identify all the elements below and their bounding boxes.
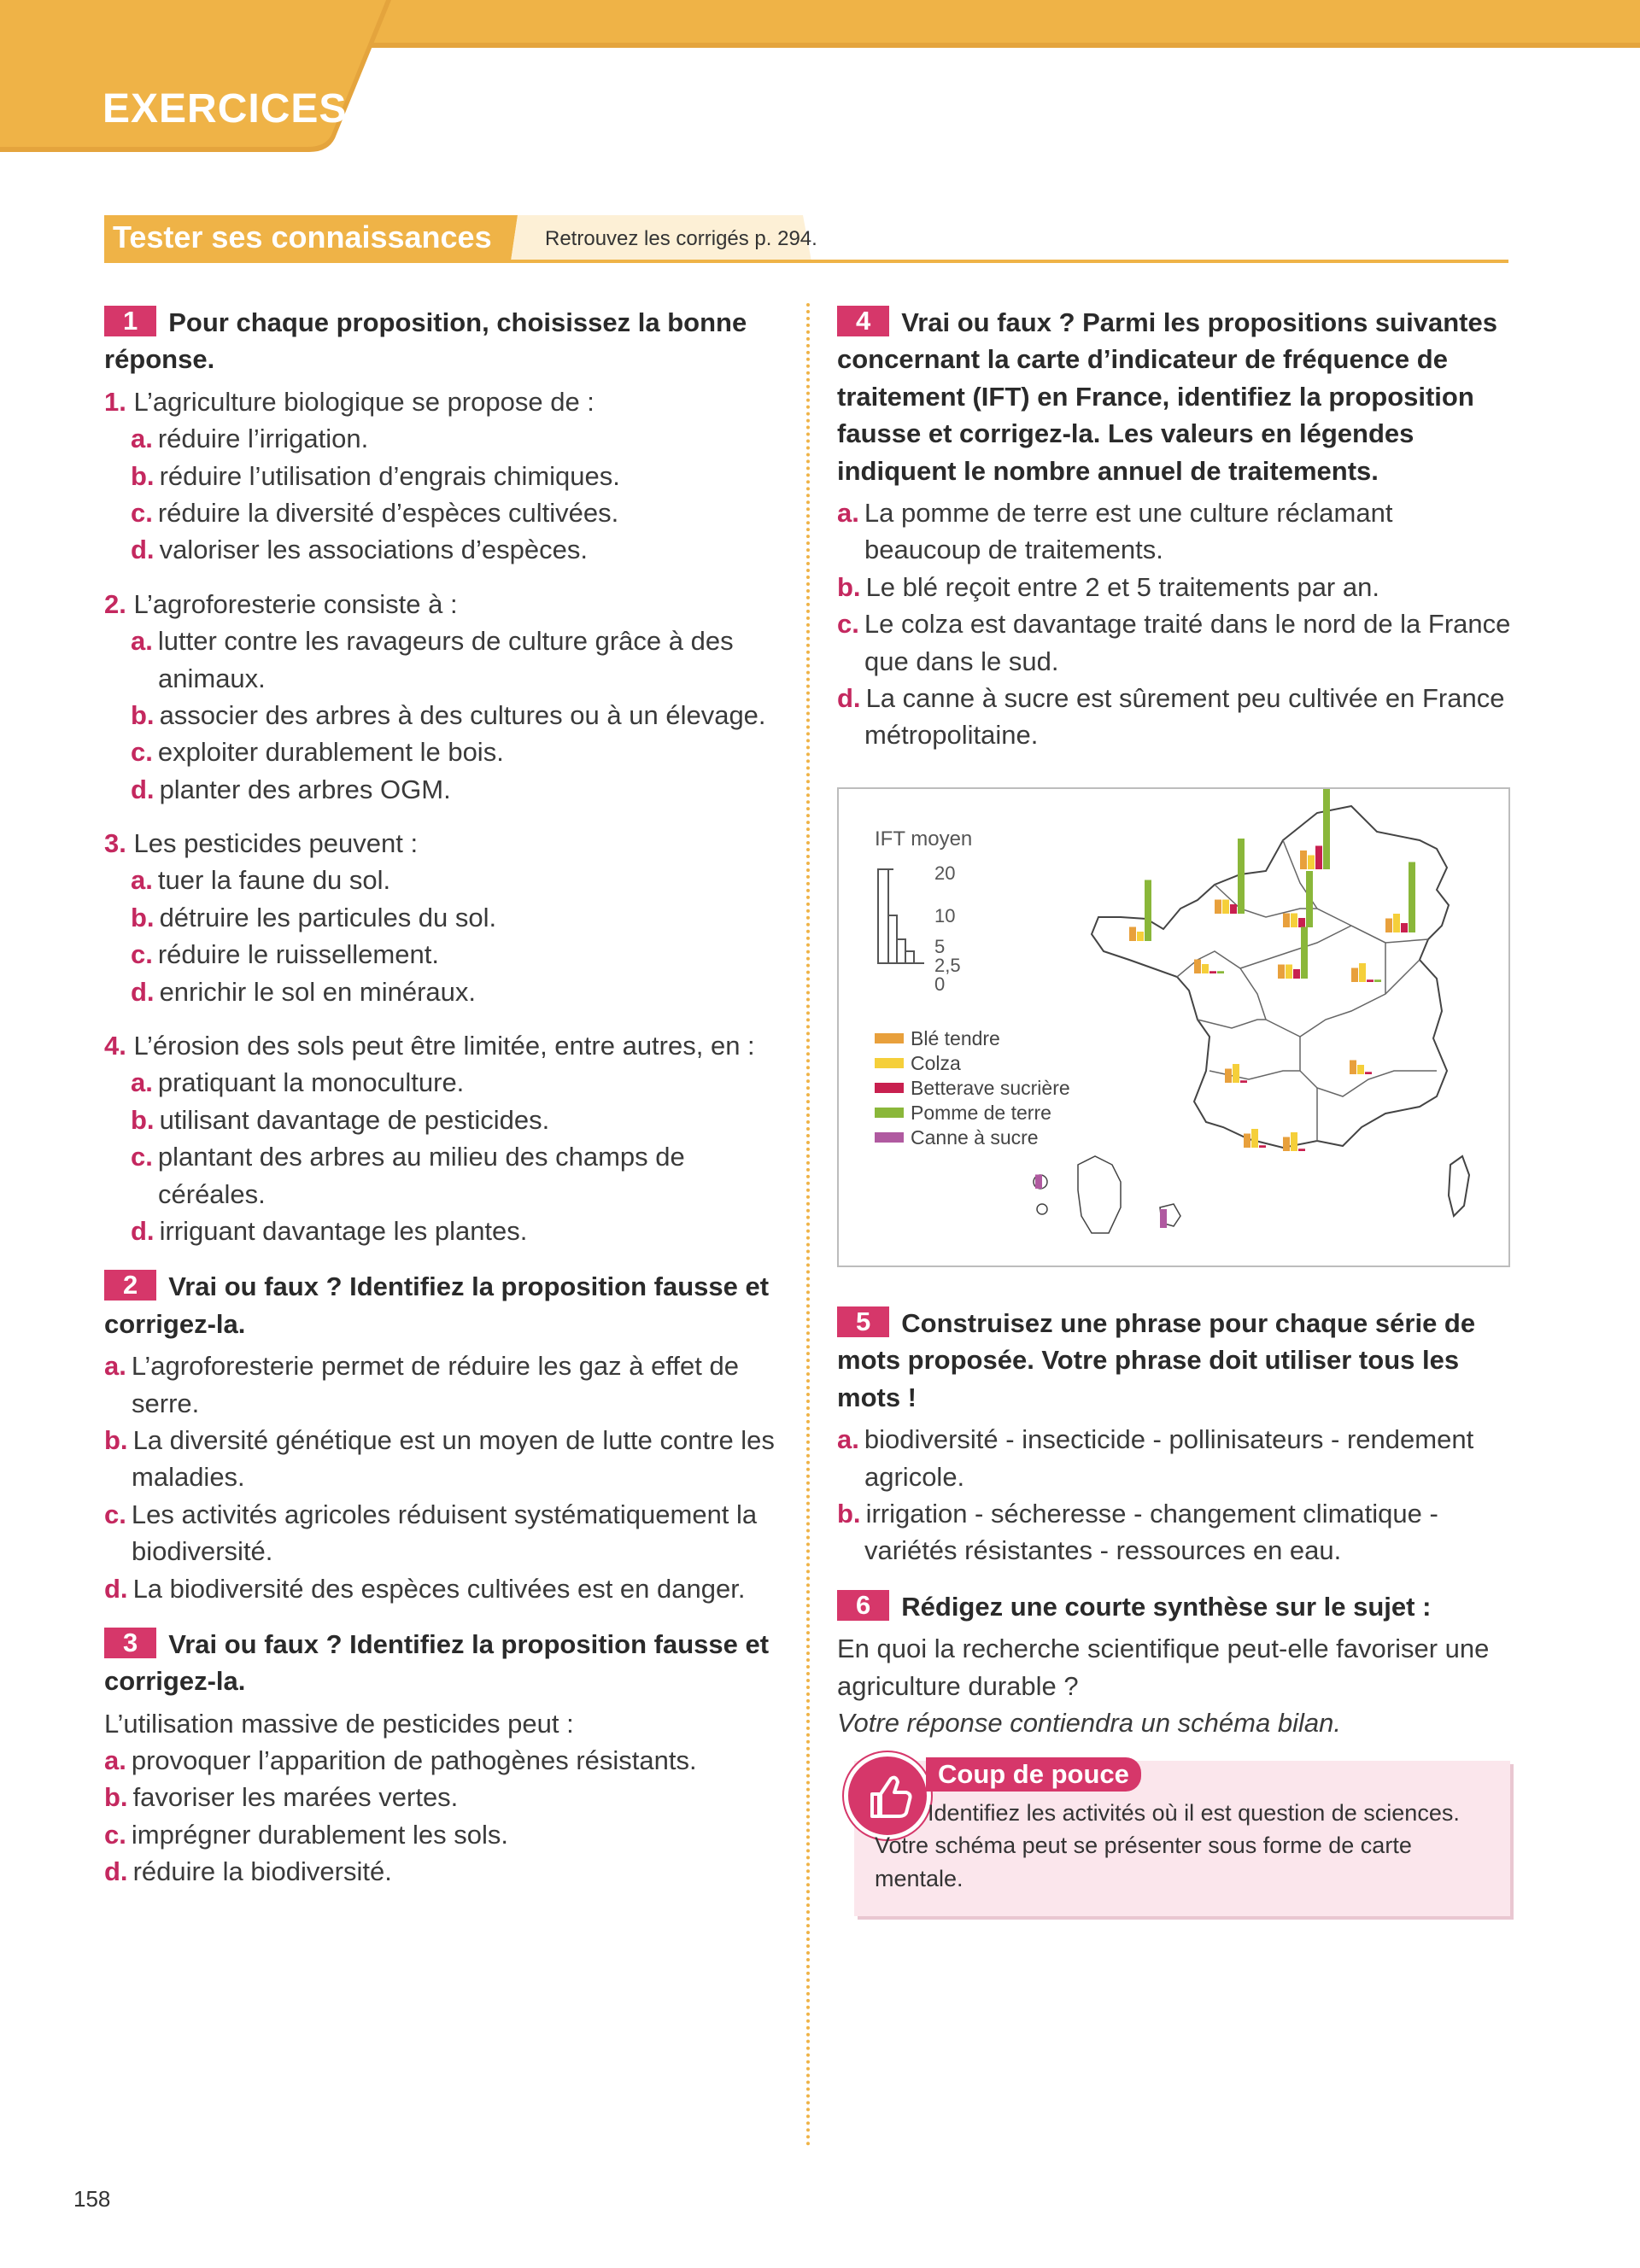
option: b. La diversité génétique est un moyen de lutte contre les maladies. xyxy=(104,1424,775,1493)
option: a. biodiversité - insecticide - pollinisateurs - rendement agricole. xyxy=(837,1424,1474,1492)
exercise-instruction: Vrai ou faux ? Identifiez la proposition fausse et corrigez-la. xyxy=(104,1628,770,1697)
region-bar xyxy=(1293,969,1300,979)
option: c. plantant des arbres au milieu des champs de céréales. xyxy=(131,1142,685,1209)
exercise-instruction: Pour chaque proposition, choisissez la bonne réponse. xyxy=(104,307,747,375)
exercise-intro: L’utilisation massive de pesticides peut : xyxy=(104,1708,574,1739)
hint-text: Identifiez les activités où il est question de sciences. Votre schéma peut se présenter sous forme de carte mentale. xyxy=(875,1800,1460,1891)
region-bar xyxy=(1315,846,1322,870)
region-bar xyxy=(1240,1080,1247,1083)
exercise-3 xyxy=(104,1626,788,1891)
region-bar xyxy=(1035,1175,1042,1190)
option: d. enrichir le sol en minéraux. xyxy=(131,976,477,1007)
option: c. réduire le ruissellement. xyxy=(131,939,439,970)
legend-swatch xyxy=(875,1083,904,1093)
legend-label: Pomme de terre xyxy=(911,1102,1051,1124)
option: c. Le colza est davantage traité dans le nord de la France que dans le sud. xyxy=(837,609,1511,676)
option: d. La biodiversité des espèces cultivées est en danger. xyxy=(104,1573,746,1604)
region-bar xyxy=(1298,918,1305,927)
option: b. détruire les particules du sol. xyxy=(131,902,497,932)
region-bar xyxy=(1291,914,1297,928)
hint-title: Coup de pouce xyxy=(926,1757,1141,1792)
region-bar xyxy=(1230,904,1237,914)
exercise-4 xyxy=(837,304,1512,754)
option: c. exploiter durablement le bois. xyxy=(131,737,504,768)
region-bar xyxy=(1283,914,1290,928)
overseas-territories xyxy=(1034,1156,1180,1233)
region-bar xyxy=(1210,971,1216,973)
exercise-number: 5 xyxy=(837,1306,889,1337)
option: c. réduire la diversité d’espèces cultivées. xyxy=(131,497,619,528)
option: a. La pomme de terre est une culture réclamant beaucoup de traitements. xyxy=(837,497,1393,565)
scale-tick: 2,5 xyxy=(934,955,961,976)
option: a. lutter contre les ravageurs de culture grâce à des animaux. xyxy=(131,626,734,693)
region-bar xyxy=(1359,963,1366,982)
region-bar xyxy=(1251,1129,1258,1148)
option: d. valoriser les associations d’espèces. xyxy=(131,535,588,565)
question: 2. L’agroforesterie consiste à : a. lutter contre les ravageurs de culture grâce à des animaux. b. associer des arbres à des cultures ou à un élevage. c. exploiter durablement le bois. d. planter des arbres OGM. xyxy=(104,586,788,808)
region-bar xyxy=(1298,1149,1305,1151)
option: d. planter des arbres OGM. xyxy=(131,774,451,804)
exercise-2 xyxy=(104,1268,788,1607)
option: c. imprégner durablement les sols. xyxy=(104,1819,508,1850)
ift-map-figure xyxy=(837,787,1510,1267)
scale-title: IFT moyen xyxy=(875,827,973,850)
column-divider xyxy=(806,303,810,2148)
exercise-instruction: Vrai ou faux ? Identifiez la proposition fausse et corrigez-la. xyxy=(104,1271,770,1339)
region-bar xyxy=(1291,1132,1297,1151)
option: d. La canne à sucre est sûrement peu cultivée en France métropolitaine. xyxy=(837,682,1505,751)
region-bar xyxy=(1225,1069,1232,1084)
exercise-number: 2 xyxy=(104,1270,156,1301)
legend-swatch xyxy=(875,1108,904,1118)
legend-label: Colza xyxy=(911,1052,961,1074)
option: b. réduire l’utilisation d’engrais chimiques. xyxy=(131,460,620,491)
exercise-note: Votre réponse contiendra un schéma bilan. xyxy=(837,1707,1341,1738)
region-bar xyxy=(1222,900,1229,915)
page-title: EXERCICES xyxy=(102,86,348,132)
exercise-5 xyxy=(837,1305,1512,1569)
legend-swatch xyxy=(875,1132,904,1143)
option: a. tuer la faune du sol. xyxy=(131,865,391,896)
region-bar xyxy=(1323,789,1330,869)
region-bar xyxy=(1145,880,1151,942)
exercise-number: 3 xyxy=(104,1628,156,1658)
option: d. réduire la biodiversité. xyxy=(104,1856,392,1887)
region-bar xyxy=(1351,968,1358,983)
region-bar xyxy=(1306,871,1313,927)
legend-swatch xyxy=(875,1058,904,1068)
question: 4. L’érosion des sols peut être limitée, entre autres, en : a. pratiquant la monoculture. b. utilisant davantage de pesticides. c. plantant des arbres au milieu des champs de céréales. d. irriguant davantage les plantes. xyxy=(104,1027,788,1249)
exercise-1 xyxy=(104,304,788,1249)
region-bar xyxy=(1233,1064,1239,1083)
option: a. pratiquant la monoculture. xyxy=(131,1067,465,1098)
section-rule xyxy=(104,260,1508,263)
region-bar xyxy=(1367,979,1374,982)
exercise-number: 6 xyxy=(837,1590,889,1621)
scale-tick: 20 xyxy=(934,862,956,884)
scale-bars xyxy=(878,869,924,963)
region-bar xyxy=(1286,965,1292,979)
option: d. irriguant davantage les plantes. xyxy=(131,1215,528,1246)
section-corrections-ref: Retrouvez les corrigés p. 294. xyxy=(545,227,817,250)
legend-swatch xyxy=(875,1033,904,1043)
right-column-lower xyxy=(837,1305,1512,1741)
region-bar xyxy=(1357,1065,1364,1074)
region-bar xyxy=(1137,932,1144,941)
region-bar xyxy=(1409,862,1415,933)
region-bar xyxy=(1365,1072,1372,1074)
region-bar xyxy=(1215,900,1221,915)
region-bar xyxy=(1308,856,1315,870)
region-bar xyxy=(1160,1209,1167,1228)
region-bar xyxy=(1401,923,1408,932)
option: a. provoquer l’apparition de pathogènes résistants. xyxy=(104,1745,697,1776)
option: a. L’agroforesterie permet de réduire les gaz à effet de serre. xyxy=(104,1351,739,1418)
region-bar xyxy=(1202,964,1209,973)
scale-tick: 10 xyxy=(934,905,956,926)
region-bar xyxy=(1129,927,1136,942)
option: b. associer des arbres à des cultures ou à un élevage. xyxy=(131,699,766,730)
question: 1. L’agriculture biologique se propose de : a. réduire l’irrigation. b. réduire l’utilisation d’engrais chimiques. c. réduire la diversité d’espèces cultivées. d. valoriser les associations d’espèces. xyxy=(104,383,788,569)
question: 3. Les pesticides peuvent : a. tuer la faune du sol. b. détruire les particules du sol. c. réduire le ruissellement. d. enrichir le sol en minéraux. xyxy=(104,825,788,1010)
scale-tick: 0 xyxy=(934,973,946,995)
exercise-number: 4 xyxy=(837,306,889,336)
page-number: 158 xyxy=(73,2186,111,2212)
ift-map xyxy=(839,789,1508,1266)
region-bar xyxy=(1300,850,1307,869)
legend-label: Blé tendre xyxy=(911,1027,1000,1049)
exercise-instruction: Construisez une phrase pour chaque série de mots proposée. Votre phrase doit utiliser tous les mots ! xyxy=(837,1308,1476,1412)
region-bar xyxy=(1217,971,1224,973)
region-bar xyxy=(1393,914,1400,932)
region-bar xyxy=(1374,979,1381,982)
option: c. Les activités agricoles réduisent systématiquement la biodiversité. xyxy=(104,1499,758,1567)
option: b. favoriser les marées vertes. xyxy=(104,1782,459,1813)
region-bar xyxy=(1283,1137,1290,1152)
exercise-instruction: Vrai ou faux ? Parmi les propositions suivantes concernant la carte d’indicateur de fréquence de traitement (IFT) en France, identifiez la proposition fausse et corrigez-la. Les valeurs en légendes indiquent le nombre annuel de traitements. xyxy=(837,307,1497,486)
exercise-instruction: Rédigez une courte synthèse sur le sujet : xyxy=(901,1591,1432,1622)
region-bar xyxy=(1301,927,1308,979)
exercise-subject: En quoi la recherche scientifique peut-elle favoriser une agriculture durable ? xyxy=(837,1634,1490,1701)
option: b. Le blé reçoit entre 2 et 5 traitements par an. xyxy=(837,571,1379,602)
region-bar xyxy=(1259,1145,1266,1148)
region-bar xyxy=(1244,1134,1250,1149)
exercise-number: 1 xyxy=(104,306,156,336)
option: b. irrigation - sécheresse - changement climatique - variétés résistantes - ressources en eau. xyxy=(837,1498,1438,1566)
legend-label: Betterave sucrière xyxy=(911,1077,1070,1099)
option: a. réduire l’irrigation. xyxy=(131,424,369,454)
legend xyxy=(875,1027,1070,1149)
region-bar xyxy=(1194,960,1201,974)
left-column xyxy=(104,304,788,1891)
legend-label: Canne à sucre xyxy=(911,1126,1039,1149)
exercise-6 xyxy=(837,1588,1512,1742)
right-column xyxy=(837,304,1512,754)
region-bar xyxy=(1238,839,1245,914)
option: b. utilisant davantage de pesticides. xyxy=(131,1104,550,1135)
scale-tick: 5 xyxy=(934,936,946,957)
region-bar xyxy=(1278,965,1285,979)
region-bar xyxy=(1350,1061,1356,1075)
section-title: Tester ses connaissances xyxy=(113,219,492,254)
region-bar xyxy=(1385,919,1392,933)
